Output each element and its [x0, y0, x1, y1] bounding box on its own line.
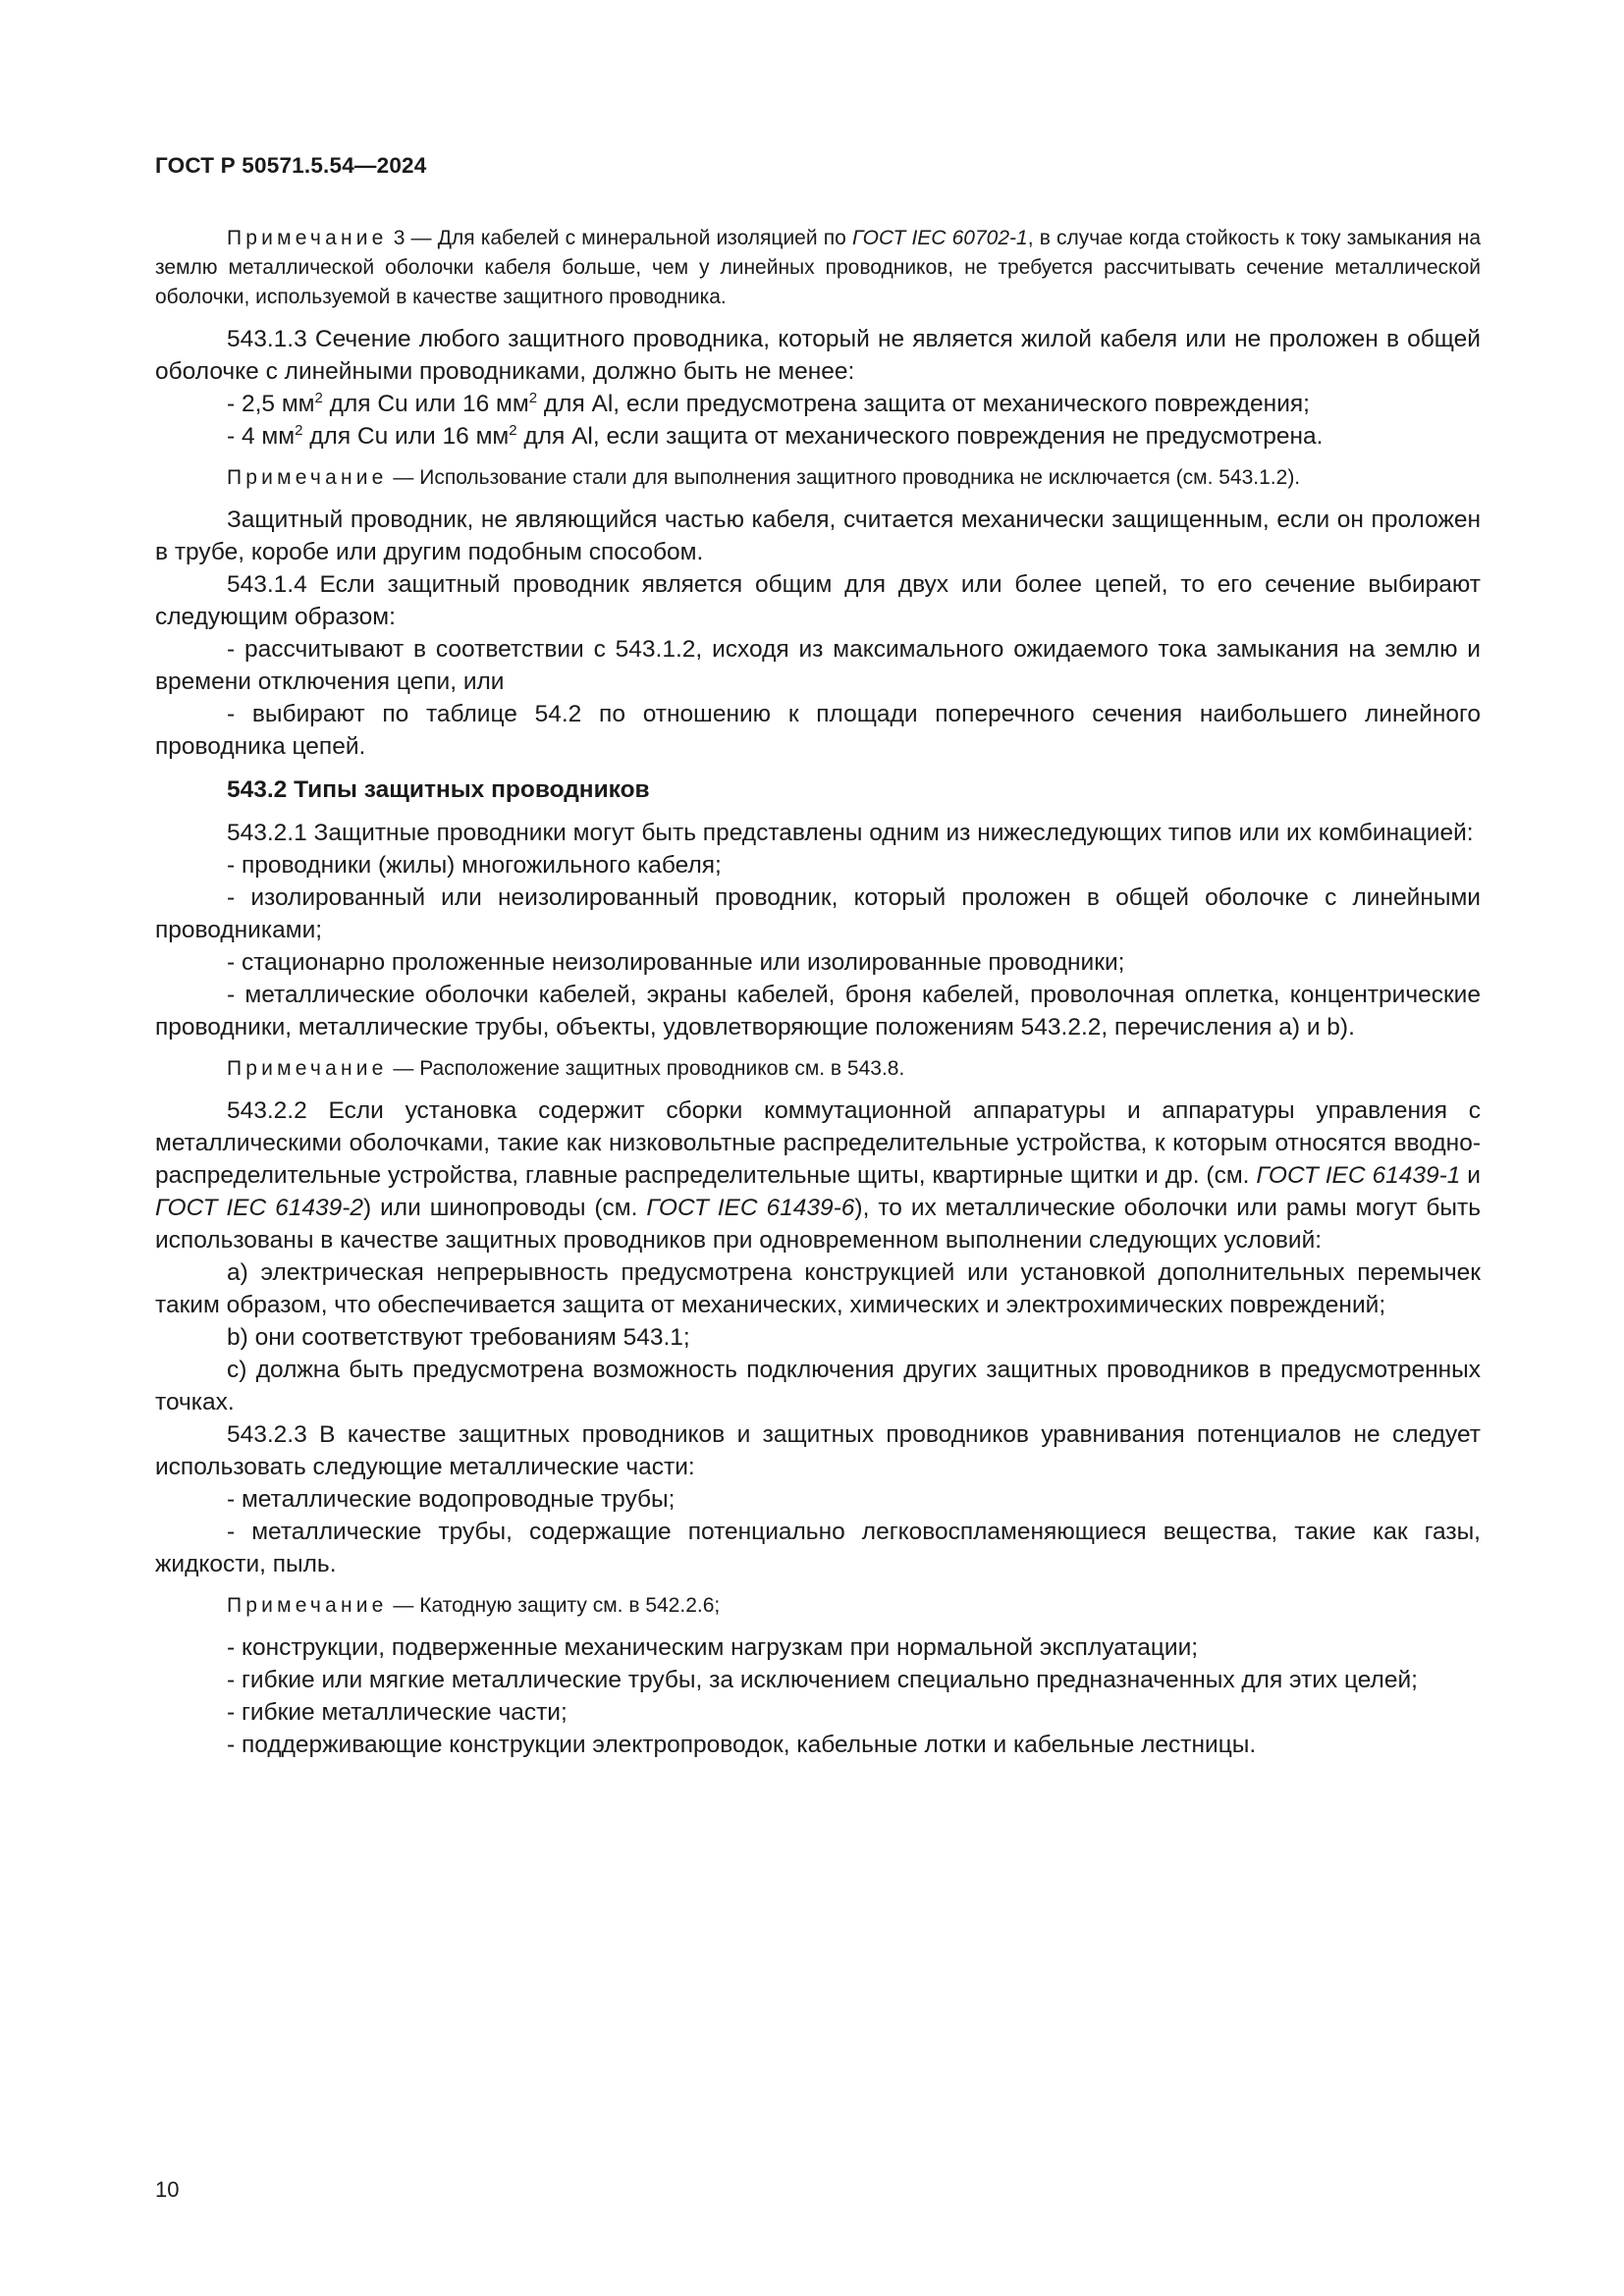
note-3: Примечание 3 — Для кабелей с минеральной изоляцией по ГОСТ IEC 60702-1, в случае когда стойкость к току замыкания на землю металлической оболочки кабеля больше, чем у линейных проводников, не требуется рассчитывать сечение металлической оболочки, используемой в качестве защитного проводника.: [155, 227, 1482, 308]
clause-543-1-4: 543.1.4 Если защитный проводник является общим для двух или более цепей, то его сечение выбирают следующим образом:: [155, 571, 1481, 630]
list-item: - проводники (жилы) многожильного кабеля;: [227, 852, 722, 879]
clause-543-2-2: 543.2.2 Если установка содержит сборки коммутационной аппаратуры и аппаратуры управления с металлическими оболочками, такие как низковольтные распределительные устройства, к которым относятся вводно-распределительные устройства, главные распределительные щиты, квартирные щитки и др. (см. ГОСТ IEC 61439-1 и ГОСТ IEC 61439-2) или шинопроводы (см. ГОСТ IEC 61439-6), то их металлические оболочки или рамы могут быть использованы в качестве защитных проводников при одновременном выполнении следующих условий:: [155, 1097, 1481, 1254]
standard-reference: ГОСТ IEC 61439-6: [646, 1195, 855, 1221]
note-steel: Примечание — Использование стали для выполнения защитного проводника не исключается (см. 543.1.2).: [227, 466, 1301, 489]
list-item: - металлические оболочки кабелей, экраны кабелей, броня кабелей, проволочная оплетка, концентрические проводники, металлические трубы, объекты, удовлетворяющие положениям 543.2.2, перечисления a) и b).: [155, 982, 1481, 1041]
standard-reference: ГОСТ IEC 60702-1: [851, 227, 1028, 249]
list-item: - поддерживающие конструкции электропроводок, кабельные лотки и кабельные лестницы.: [227, 1732, 1257, 1758]
list-item: a) электрическая непрерывность предусмотрена конструкцией или установкой дополнительных перемычек таким образом, что обеспечивается защита от механических, химических и электрохимических повреждений;: [155, 1259, 1481, 1318]
document-body: [155, 224, 1481, 1761]
note-label: Примечание: [227, 227, 388, 249]
clause-543-2-1: 543.2.1 Защитные проводники могут быть представлены одним из нижеследующих типов или их комбинацией:: [227, 820, 1474, 846]
clause-543-1-3: 543.1.3 Сечение любого защитного проводника, который не является жилой кабеля или не проложен в общей оболочке с линейными проводниками, должно быть не менее:: [155, 326, 1481, 385]
list-item: - рассчитывают в соответствии с 543.1.2, исходя из максимального ожидаемого тока замыкания на землю и времени отключения цепи, или: [155, 636, 1481, 695]
note-location: Примечание — Расположение защитных проводников см. в 543.8.: [227, 1057, 905, 1080]
list-item: - стационарно проложенные неизолированные или изолированные проводники;: [227, 949, 1125, 976]
document-code-header: ГОСТ Р 50571.5.54—2024: [155, 153, 427, 178]
note-label: Примечание: [227, 1594, 388, 1617]
note-cathodic: Примечание — Катодную защиту см. в 542.2.6;: [227, 1594, 721, 1617]
section-heading-543-2: 543.2 Типы защитных проводников: [227, 776, 650, 803]
note-label: Примечание: [227, 1057, 388, 1080]
paragraph: Защитный проводник, не являющийся частью кабеля, считается механически защищенным, если он проложен в трубе, коробе или другим подобным способом.: [155, 507, 1481, 565]
list-item: - гибкие металлические части;: [227, 1699, 568, 1726]
list-item: - металлические трубы, содержащие потенциально легковоспламеняющиеся вещества, такие как газы, жидкости, пыль.: [155, 1519, 1481, 1577]
list-item: - изолированный или неизолированный проводник, который проложен в общей оболочке с линейными проводниками;: [155, 884, 1481, 943]
list-item: - 4 $мм^2$ для Cu или 16 $мм^2$ для Al, если защита от механического повреждения не предусмотрена.: [227, 421, 1324, 450]
list-item: c) должна быть предусмотрена возможность подключения других защитных проводников в предусмотренных точках.: [155, 1357, 1481, 1415]
list-item: - 2,5 $мм^2$ для Cu или 16 $мм^2$ для Al, если предусмотрена защита от механического повреждения;: [227, 389, 1310, 417]
list-item: b) они соответствуют требованиям 543.1;: [227, 1324, 690, 1351]
list-item: - металлические водопроводные трубы;: [227, 1486, 676, 1513]
list-item: - конструкции, подверженные механическим нагрузкам при нормальной эксплуатации;: [227, 1634, 1199, 1661]
standard-reference: ГОСТ IEC 61439-2: [155, 1195, 364, 1221]
clause-543-2-3: 543.2.3 В качестве защитных проводников и защитных проводников уравнивания потенциалов не следует использовать следующие металлические части:: [155, 1421, 1481, 1480]
list-item: - выбирают по таблице 54.2 по отношению к площади поперечного сечения наибольшего линейного проводника цепей.: [155, 701, 1481, 760]
standard-reference: ГОСТ IEC 61439-1: [1256, 1162, 1461, 1189]
page-number: 10: [155, 2177, 180, 2202]
note-label: Примечание: [227, 466, 388, 489]
list-item: - гибкие или мягкие металлические трубы, за исключением специально предназначенных для этих целей;: [227, 1667, 1418, 1693]
